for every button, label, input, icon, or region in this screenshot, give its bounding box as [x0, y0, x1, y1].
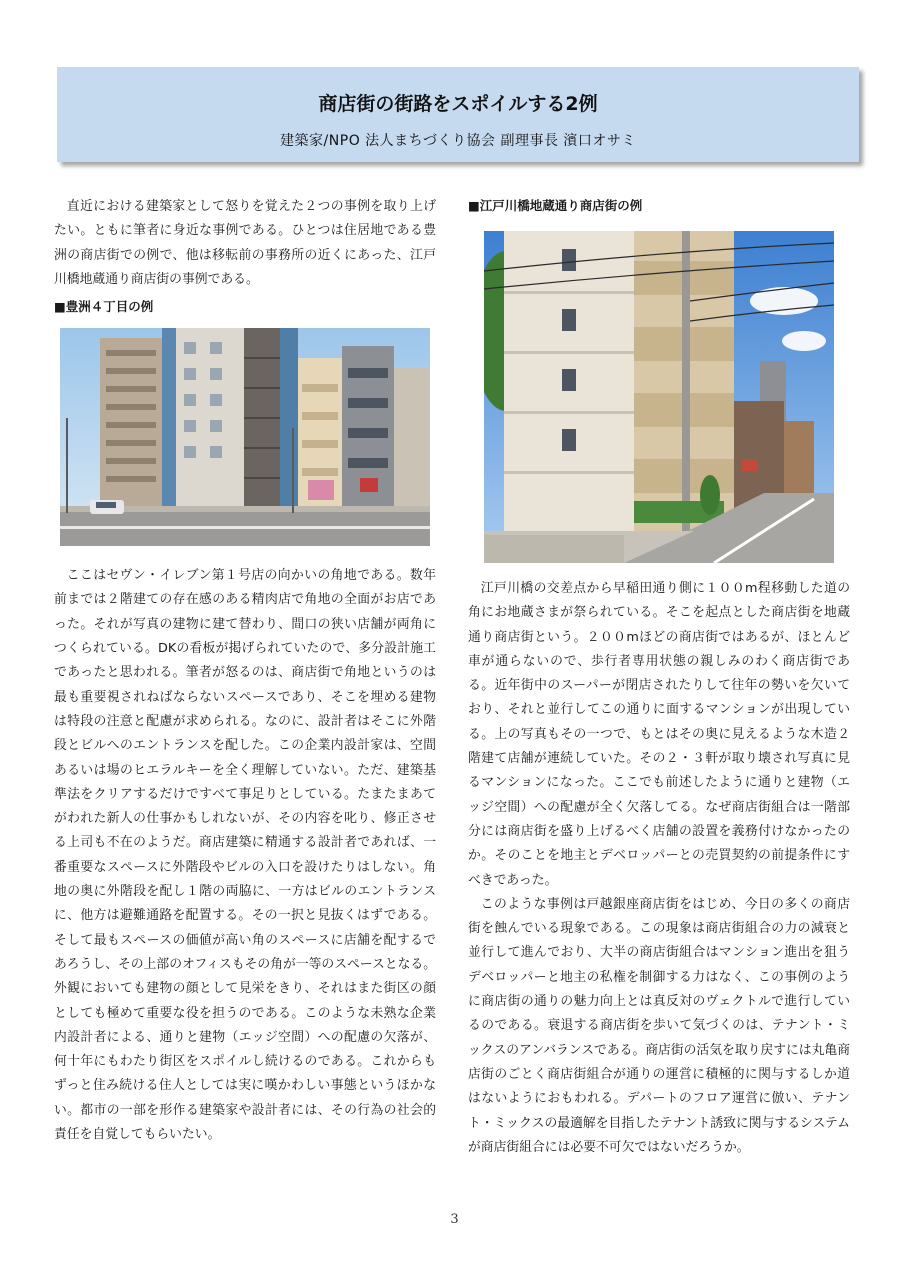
left-column — [54, 195, 436, 1147]
title-banner — [57, 67, 859, 162]
edogawabashi-body-1: 江戸川橋の交差点から早稲田通り側に１００m程移動した道の角にお地蔵さまが祭られている。そこを起点とした商店街を地蔵通り商店街という。２００mほどの商店街ではあるが、ほとんど車が通らないので、歩行者専用状態の親しみのわく商店街である。近年街中のスーパーが閉店されたりして往年の勢いを欠いており、それと並行してこの通りに面するマンションが出現している。上の写真もその一つで、もとはその奥に見えるような木造２階建て店舗が連続していた。その２・３軒が取り壊され写真に見るマンションになった。ここでも前述したように通りと建物（エッジ空間）への配慮が全く欠落してる。なぜ商店街組合は一階部分には商店街を盛り上げるべく店舗の設置を義務付けなかったのか。そのことを地主とデベロッパーとの売買契約の前提条件にすべきであった。 — [468, 581, 850, 888]
page-number: 3 — [450, 1212, 459, 1227]
page-title: 商店街の街路をスポイルする2例 — [318, 93, 598, 115]
section-heading-edogawabashi: ■江戸川橋地蔵通り商店街の例 — [468, 198, 643, 213]
photo-toyosu-building — [60, 328, 430, 546]
intro-paragraph: 直近における建築家として怒りを覚えた２つの事例を取り上げたい。ともに筆者に身近な事例である。ひとつは住居地である豊洲の商店街での例で、他は移転前の事務所の近くにあった、江戸川橋地蔵通り商店街の事例である。 — [54, 199, 436, 287]
author-byline: 建築家/NPO 法人まちづくり協会 副理事長 濱口オサミ — [280, 133, 636, 149]
right-column — [468, 195, 850, 1160]
section-heading-toyosu: ■豊洲４丁目の例 — [54, 299, 154, 315]
photo-edogawabashi-street — [484, 231, 834, 563]
toyosu-body: ここはセヴン・イレブン第１号店の向かいの角地である。数年前までは２階建ての存在感のある精肉店で角地の全面がお店であった。それが写真の建物に建て替わり、間口の狭い店舗が両角につくられている。DKの看板が掲げられていたので、多分設計施工であったと思われる。筆者が怒るのは、商店街で角地というのは最も重要視されねばならないスペースであり、そこを埋める建物は特段の注意と配慮が求められる。なのに、設計者はそこに外階段とビルへのエントランスを配した。この企業内設計家は、空間あるいは場のヒエラルキーを全く理解していない。ただ、建築基準法をクリアするだけですべて事足りとしている。たまたまあてがわれた新人の仕事かもしれないが、その内容を叱り、修正させる上司も不在のようだ。商店建築に精通する設計者であれば、一番重要なスペースに外階段やビルの入口を設けたりはしない。角地の奥に外階段を配し１階の両脇に、一方はビルのエントランスに、他方は避難通路を配置する。その一択と見抜くはずである。そして最もスペースの価値が高い角のスペースに店舗を配するであろうし、その上部のオフィスもその角が一等のスペースとなる。外観においても建物の顔として見栄をきり、それはまた街区の顔としても極めて重要な役を担うのである。このような未熟な企業内設計者による、通りと建物（エッジ空間）への配慮の欠落が、何十年にもわたり街区をスポイルし続けるのである。これからもずっと住み続ける住人としては実に嘆かわしい事態というほかない。都市の一部を形作る建築家や設計者には、その行為の社会的責任を自覚してもらいたい。 — [54, 568, 436, 1143]
edogawabashi-body-2: このような事例は戸越銀座商店街をはじめ、今日の多くの商店街を蝕んでいる現象である。この現象は商店街組合の力の減衰と並行して進んでおり、大半の商店街組合はマンション進出を狙うデベロッパーと地主の私権を制御する力はなく、この事例のように商店街の通りの魅力向上とは真反対のヴェクトルで進行しているのである。衰退する商店街を歩いて気づくのは、テナント・ミックスのアンバランスである。商店街の活気を取り戻すには丸亀商店街のごとく商店街組合が通りの運営に積極的に関与するしか道はないようにおもわれる。デパートのフロア運営に倣い、テナント・ミックスの最適解を目指したテナント誘致に関与するシステムが商店街組合には必要不可欠ではないだろうか。 — [468, 896, 850, 1155]
